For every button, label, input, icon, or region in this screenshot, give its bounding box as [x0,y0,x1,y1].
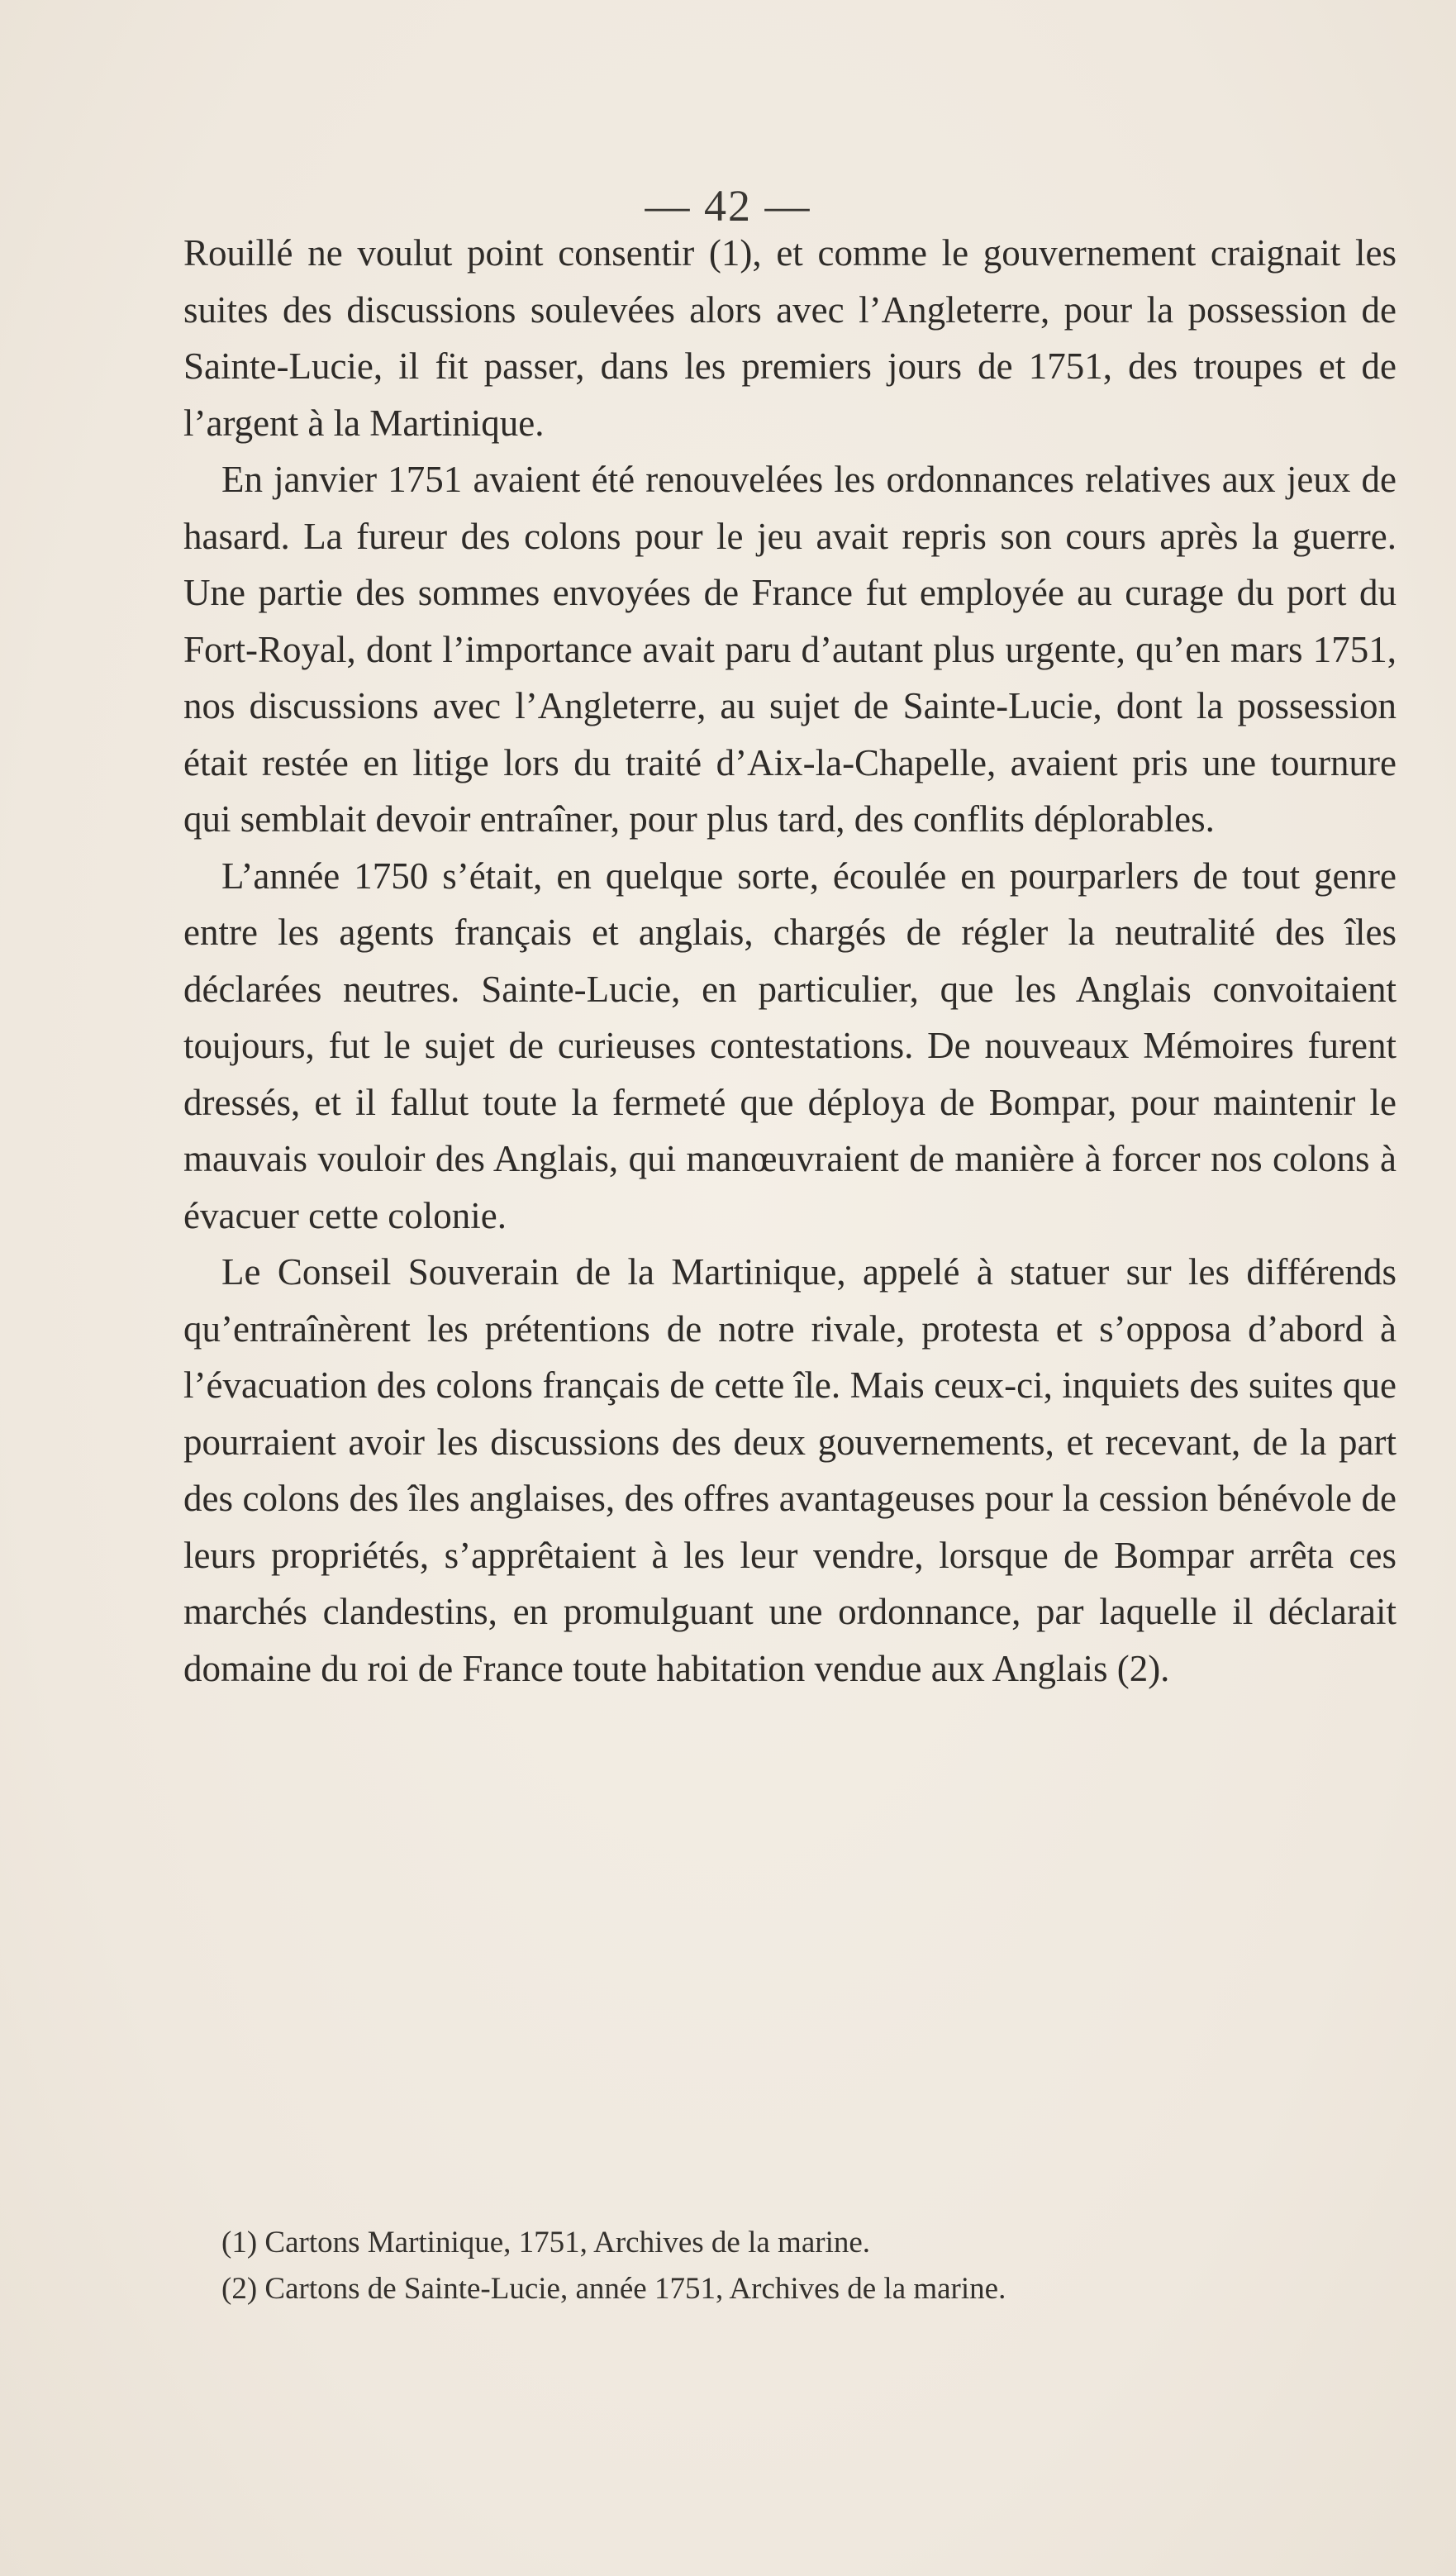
footnote: (2) Cartons de Sainte-Lucie, année 1751, Archives de la marine. [221,2272,1006,2306]
page-number: — 42 — [645,181,811,231]
body-text [183,225,1397,1697]
paragraph: Le Conseil Souverain de la Martinique, appelé à statuer sur les différends qu’entraînèrent les prétentions de notre rivale, protesta et s’opposa d’abord à l’évacuation des colons français de cette île. Mais ceux-ci, inquiets des suites que pourraient avoir les discussions des deux gouvernements, et recevant, de la part des colons des îles anglaises, des offres avantageuses pour la cession bénévole de leurs propriétés, s’apprêtaient à les leur vendre, lorsque de Bompar arrêta ces marchés clandestins, en promulguant une ordonnance, par laquelle il déclarait domaine du roi de France toute habitation vendue aux Anglais (2). [183,1251,1397,1689]
paragraph: L’année 1750 s’était, en quelque sorte, écoulée en pourparlers de tout genre entre les agents français et anglais, chargés de régler la neutralité des îles déclarées neutres. Sainte-Lucie, en particulier, que les Anglais convoitaient toujours, fut le sujet de curieuses contestations. De nouveaux Mémoires furent dressés, et il fallut toute la fermeté que déploya de Bompar, pour maintenir le mauvais vouloir des Anglais, qui manœuvraient de manière à forcer nos colons à évacuer cette colonie. [183,855,1397,1236]
paragraph: En janvier 1751 avaient été renouvelées les ordonnances relatives aux jeux de hasard. La fureur des colons pour le jeu avait repris son cours après la guerre. Une partie des sommes envoyées de France fut employée au curage du port du Fort-Royal, dont l’importance avait paru d’autant plus urgente, qu’en mars 1751, nos discussions avec l’Angleterre, au sujet de Sainte-Lucie, dont la possession était restée en litige lors du traité d’Aix-la-Chapelle, avaient pris une tournure qui semblait devoir entraîner, pour plus tard, des conflits déplorables. [183,459,1397,840]
footnotes [221,2220,1395,2312]
footnote: (1) Cartons Martinique, 1751, Archives de la marine. [221,2226,871,2259]
paragraph: Rouillé ne voulut point consentir (1), et comme le gouvernement craignait les suites des discussions soulevées alors avec l’Angleterre, pour la possession de Sainte-Lucie, il fit passer, dans les premiers jours de 1751, des troupes et de l’argent à la Martinique. [183,232,1397,444]
